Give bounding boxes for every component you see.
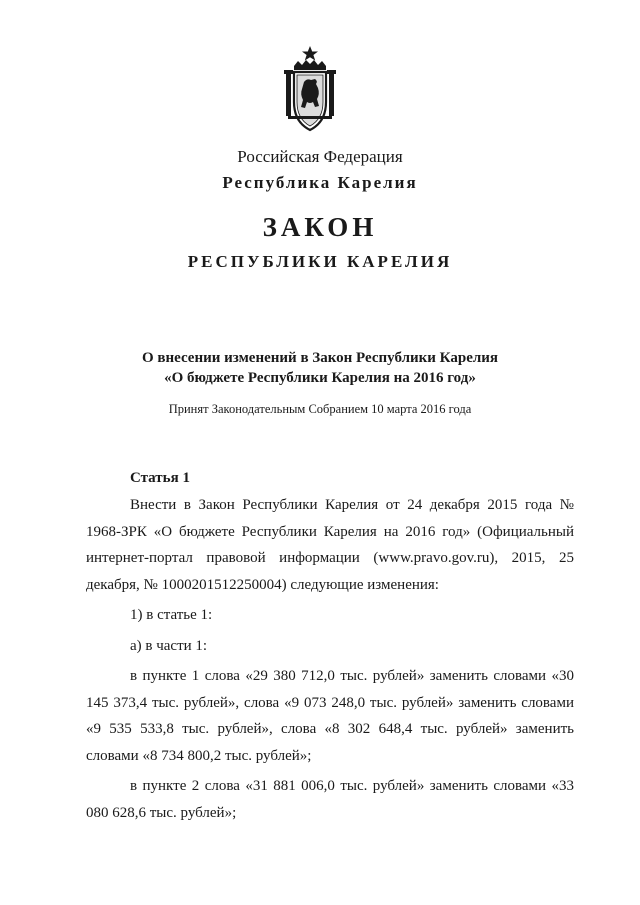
article-heading: Статья 1 [130,470,190,486]
bill-title-line-1: О внесении изменений в Закон Республики Карелия [141,350,499,366]
article-paragraph: а) в части 1: [130,637,208,654]
law-subtitle: РЕСПУБЛИКИ КАРЕЛИЯ [187,252,453,271]
article-body [86,492,574,826]
article-paragraph: в пункте 2 слова «31 881 006,0 тыс. рублей» заменить словами «33 080 628,6 тыс. рублей»; [86,778,574,821]
coat-of-arms-emblem [280,44,340,134]
republic-name: Республика Карелия [222,173,418,192]
bill-title-line-2: «О бюджете Республики Карелия на 2016 год» [164,370,476,386]
adoption-note: Принят Законодательным Собранием 10 марта 2016 года [168,402,472,416]
article-paragraph: в пункте 1 слова «29 380 712,0 тыс. рублей» заменить словами «30 145 373,4 тыс. рублей», слова «9 073 248,0 тыс. рублей» заменить словами «9 535 533,8 тыс. рублей», слова «8 302 648,4 тыс. рублей» заменить словами «8 734 800,2 тыс. рублей»; [86,668,574,764]
law-title: ЗАКОН [262,212,378,242]
article-paragraph: Внести в Закон Республики Карелия от 24 декабря 2015 года № 1968-ЗРК «О бюджете Республики Карелия на 2016 год» (Официальный интернет-портал правовой информации (www.pravo.gov.ru), 2015, 25 декабря, № 1000201512250004) следующие изменения: [86,497,574,593]
country-name: Российская Федерация [237,147,403,166]
article-paragraph: 1) в статье 1: [130,607,213,623]
